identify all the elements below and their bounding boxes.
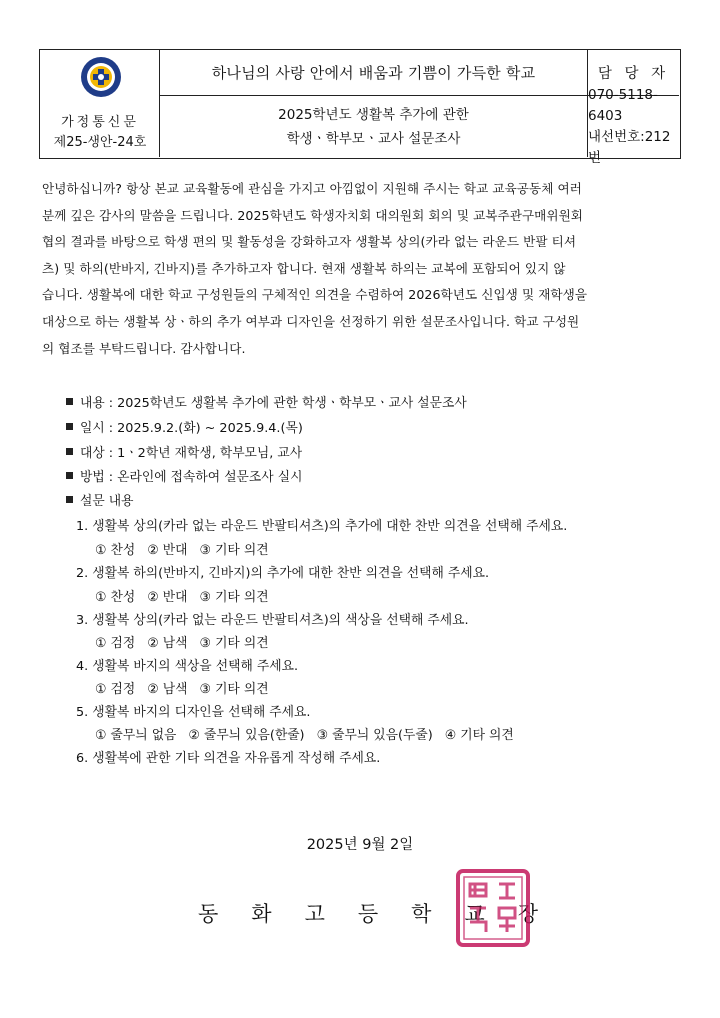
option: ② 반대 <box>147 543 188 558</box>
bullet-text: 방법 : 온라인에 접속하여 설문조사 실시 <box>80 470 303 485</box>
intro-line: 안녕하십니까? 항상 본교 교육활동에 관심을 가지고 아낌없이 지원해 주시는 학교 교육공동체 여러 <box>42 181 582 196</box>
intro-line: 분께 깊은 감사의 말씀을 드립니다. 2025학년도 학생자치회 대의원회 회의 및 교복주관구매위원회 <box>42 207 584 223</box>
bullet-text: 대상 : 1ㆍ2학년 재학생, 학부모님, 교사 <box>80 446 303 461</box>
doc-number: 제25-생안-24호 <box>53 135 147 150</box>
logo-cell <box>40 50 160 157</box>
school-signature: 동화고등학교장 <box>198 902 572 926</box>
intro-line: 의 협조를 부탁드립니다. 감사합니다. <box>42 340 246 356</box>
bullet-square-icon <box>66 448 73 455</box>
option: ① 줄무늬 없음 <box>95 728 177 743</box>
bullet-square-icon <box>66 398 73 405</box>
contact-extension: 내선번호:212번 <box>588 128 671 166</box>
bullet-square-icon <box>66 472 73 479</box>
survey-question: 2. 생활복 하의(반바지, 긴바지)의 추가에 대한 찬반 의견을 선택해 주세요. <box>76 566 490 581</box>
contact-phone: 070-5118-6403 <box>588 86 658 124</box>
option: ③ 기타 의견 <box>199 636 269 651</box>
question-options <box>95 586 281 605</box>
option: ② 반대 <box>147 590 188 605</box>
survey-question: 5. 생활복 바지의 디자인을 선택해 주세요. <box>76 705 311 720</box>
option: ③ 줄무늬 있음(두줄) <box>316 728 433 743</box>
intro-paragraph <box>42 176 678 362</box>
survey-question: 6. 생활복에 관한 기타 의견을 자유롭게 작성해 주세요. <box>76 751 381 766</box>
bullet-square-icon <box>66 423 73 430</box>
newsletter-header <box>39 49 681 166</box>
bullet-square-icon <box>66 496 73 503</box>
bullet-survey-items <box>66 490 134 509</box>
question-options <box>95 678 281 697</box>
bullet-method <box>66 466 302 485</box>
school-motto: 하나님의 사랑 안에서 배움과 기쁨이 가득한 학교 <box>160 50 588 96</box>
document-title <box>160 96 588 157</box>
newsletter-label: 가정통신문 <box>61 115 139 130</box>
intro-line: 츠) 및 하의(반바지, 긴바지)를 추가하고자 합니다. 현재 생활복 하의는 교복에 포함되어 있지 않 <box>42 260 566 276</box>
survey-question: 1. 생활복 상의(카라 없는 라운드 반팔티셔츠)의 추가에 대한 찬반 의견을 선택해 주세요. <box>76 519 568 534</box>
option: ② 남색 <box>147 682 188 697</box>
issue-date: 2025년 9월 2일 <box>306 837 414 853</box>
contact-info <box>588 86 679 166</box>
option: ① 검정 <box>95 636 136 651</box>
intro-line: 대상으로 하는 생활복 상ㆍ하의 추가 여부과 디자인을 선정하기 위한 설문조사입니다. 학교 구성원 <box>42 313 580 329</box>
title-line-1: 2025학년도 생활복 추가에 관한 <box>278 106 469 123</box>
bullet-text: 설문 내용 <box>80 494 134 509</box>
survey-question: 4. 생활복 바지의 색상을 선택해 주세요. <box>76 659 299 674</box>
question-options <box>95 724 526 743</box>
option: ④ 기타 의견 <box>444 728 514 743</box>
bullet-content <box>66 392 467 411</box>
intro-line: 협의 결과를 바탕으로 학생 편의 및 활동성을 강화하고자 생활복 상의(카라 없는 라운드 반팔 티셔 <box>42 234 577 250</box>
bullet-text: 일시 : 2025.9.2.(화) ~ 2025.9.4.(목) <box>80 421 303 436</box>
official-seal-stamp <box>455 868 531 948</box>
option: ① 검정 <box>95 682 136 697</box>
intro-line: 습니다. 생활복에 대한 학교 구성원들의 구체적인 의견을 수렴하여 2026학년도 신입생 및 재학생을 <box>42 287 588 303</box>
question-options <box>95 539 281 558</box>
school-logo <box>80 56 122 98</box>
option: ① 찬성 <box>95 543 136 558</box>
option: ② 남색 <box>147 636 188 651</box>
contact-label: 담 당 자 <box>588 50 679 96</box>
bullet-text: 내용 : 2025학년도 생활복 추가에 관한 학생ㆍ학부모ㆍ교사 설문조사 <box>80 396 467 411</box>
option: ③ 기타 의견 <box>199 590 269 605</box>
option: ② 줄무늬 있음(한줄) <box>188 728 305 743</box>
bullet-target <box>66 442 302 461</box>
question-options <box>95 632 281 651</box>
option: ③ 기타 의견 <box>199 682 269 697</box>
title-line-2: 학생ㆍ학부모ㆍ교사 설문조사 <box>286 130 461 147</box>
bullet-date <box>66 417 303 436</box>
survey-question: 3. 생활복 상의(카라 없는 라운드 반팔티셔츠)의 색상을 선택해 주세요. <box>76 613 469 628</box>
option: ① 찬성 <box>95 590 136 605</box>
option: ③ 기타 의견 <box>199 543 269 558</box>
